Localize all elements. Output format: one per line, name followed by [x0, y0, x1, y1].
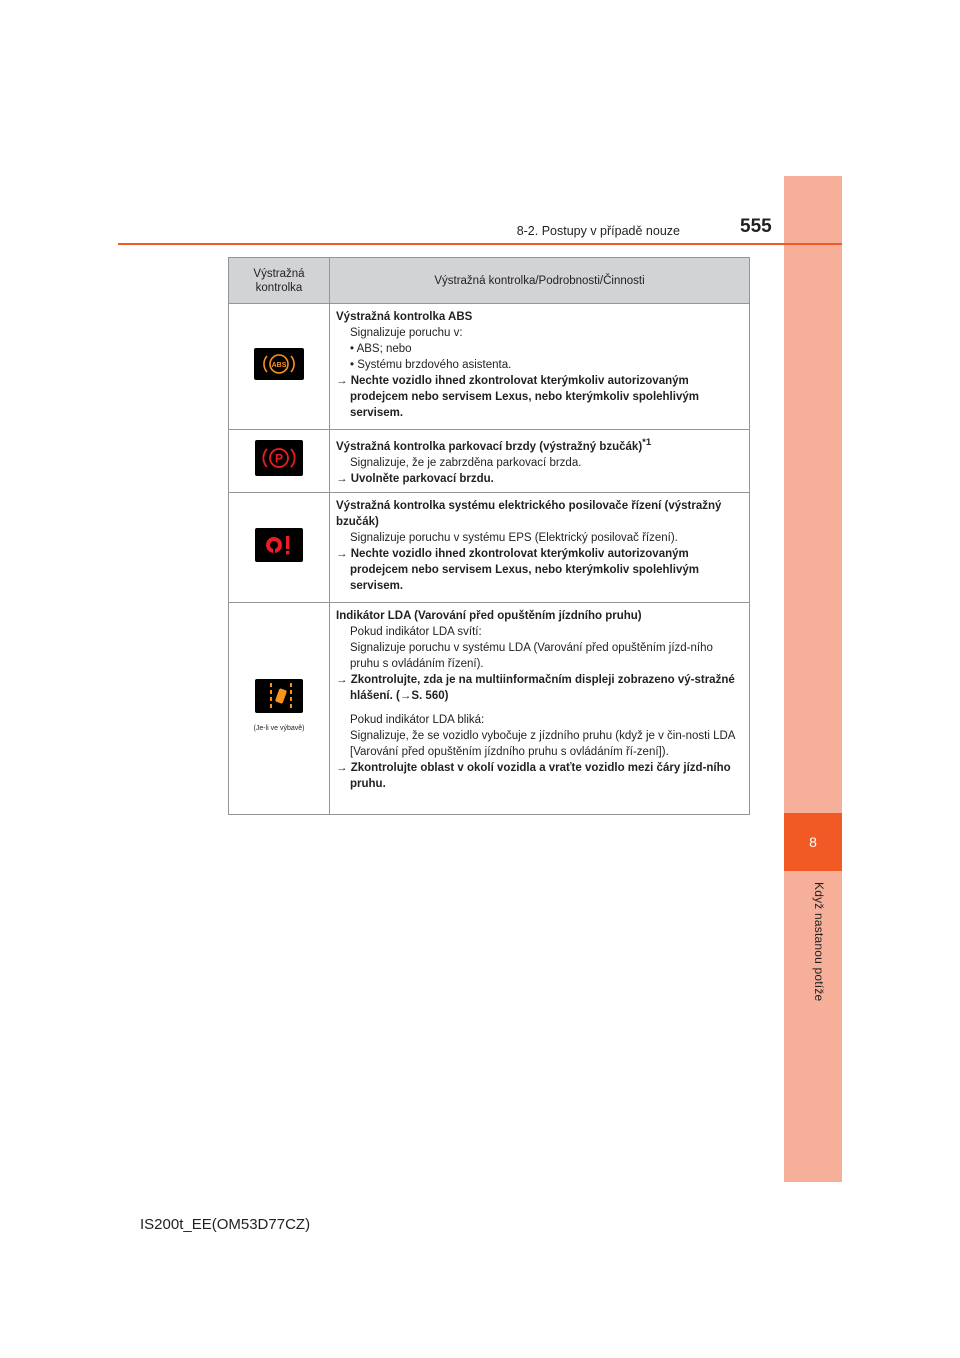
row-action: → Zkontrolujte oblast v okolí vozidla a vraťte vozidlo mezi čáry jízd-ního pruhu. [336, 761, 731, 790]
table-row [229, 304, 750, 430]
footnote-mark: *1 [642, 437, 652, 448]
list-item: • ABS; nebo [350, 343, 412, 355]
details-cell [330, 304, 750, 430]
chapter-title: Když nastanou potíže [812, 882, 826, 1002]
table-header-row [229, 258, 750, 304]
lda-indicator-icon [255, 679, 303, 713]
icon-cell [229, 602, 330, 814]
page-reference[interactable]: S. 560 [411, 689, 445, 702]
row-text: Signalizuje poruchu v systému LDA (Varování před opuštěním jízd-ního pruhu s ovládáním řízení). [350, 641, 713, 670]
parking-brake-warning-icon [255, 440, 303, 476]
table-row [229, 492, 750, 602]
abs-warning-icon [254, 348, 304, 380]
icon-note: (Je-li ve výbavě) [253, 725, 305, 733]
table-row [229, 430, 750, 493]
svg-text:ABS: ABS [271, 362, 287, 369]
page-number: 555 [740, 216, 772, 237]
column-header-light: Výstražná kontrolka [229, 258, 330, 304]
icon-cell [229, 430, 330, 493]
details-cell [330, 602, 750, 814]
details-cell [330, 430, 750, 493]
row-text: Pokud indikátor LDA bliká: [350, 713, 485, 726]
side-band [784, 176, 842, 1182]
section-title: 8-2. Postupy v případě nouze [516, 224, 680, 238]
document-code: IS200t_EE(OM53D77CZ) [140, 1216, 311, 1233]
row-title: Indikátor LDA (Varování před opuštěním jízdního pruhu) [336, 609, 642, 622]
icon-cell [229, 492, 330, 602]
row-title: Výstražná kontrolka systému elektrického posilovače řízení (výstražný bzučák) [336, 499, 722, 528]
row-title: Výstražná kontrolka ABS [336, 311, 473, 323]
eps-warning-icon [255, 528, 303, 562]
column-header-details: Výstražná kontrolka/Podrobnosti/Činnosti [330, 258, 750, 304]
row-action: → Nechte vozidlo ihned zkontrolovat kterýmkoliv autorizovaným prodejcem nebo servisem Lexus, nebo kterýmkoliv spolehlivým servisem. [336, 547, 699, 592]
row-action: → Nechte vozidlo ihned zkontrolovat kterýmkoliv autorizovaným prodejcem nebo servisem Lexus, nebo kterýmkoliv spolehlivým servisem. [336, 375, 699, 419]
row-action: → Zkontrolujte, zda je na multiinformačním displeji zobrazeno vý-stražné hlášení. (→S. 560) [336, 673, 735, 702]
list-item: • Systému brzdového asistenta. [350, 359, 512, 371]
svg-text:P: P [274, 451, 284, 466]
icon-cell [229, 304, 330, 430]
chapter-tab: 8 [784, 813, 842, 871]
row-text: Signalizuje, že je zabrzděna parkovací brzda. [350, 456, 582, 469]
row-text: Signalizuje poruchu v systému EPS (Elektrický posilovač řízení). [350, 531, 678, 544]
row-action: → Uvolněte parkovací brzdu. [336, 472, 494, 485]
table-row [229, 602, 750, 814]
row-text: Pokud indikátor LDA svítí: [350, 625, 482, 638]
row-text: Signalizuje, že se vozidlo vybočuje z jízdního pruhu (když je v čin-nosti LDA [Varování před opuštěním jízdního pruhu s ovládáním ří-zení]). [350, 729, 735, 758]
header-rule [118, 243, 842, 245]
row-title: Výstražná kontrolka parkovací brzdy (výstražný bzučák)$^{*1}$ [336, 437, 652, 453]
warning-lights-table [228, 257, 750, 815]
row-text: Signalizuje poruchu v: [350, 327, 463, 339]
details-cell [330, 492, 750, 602]
